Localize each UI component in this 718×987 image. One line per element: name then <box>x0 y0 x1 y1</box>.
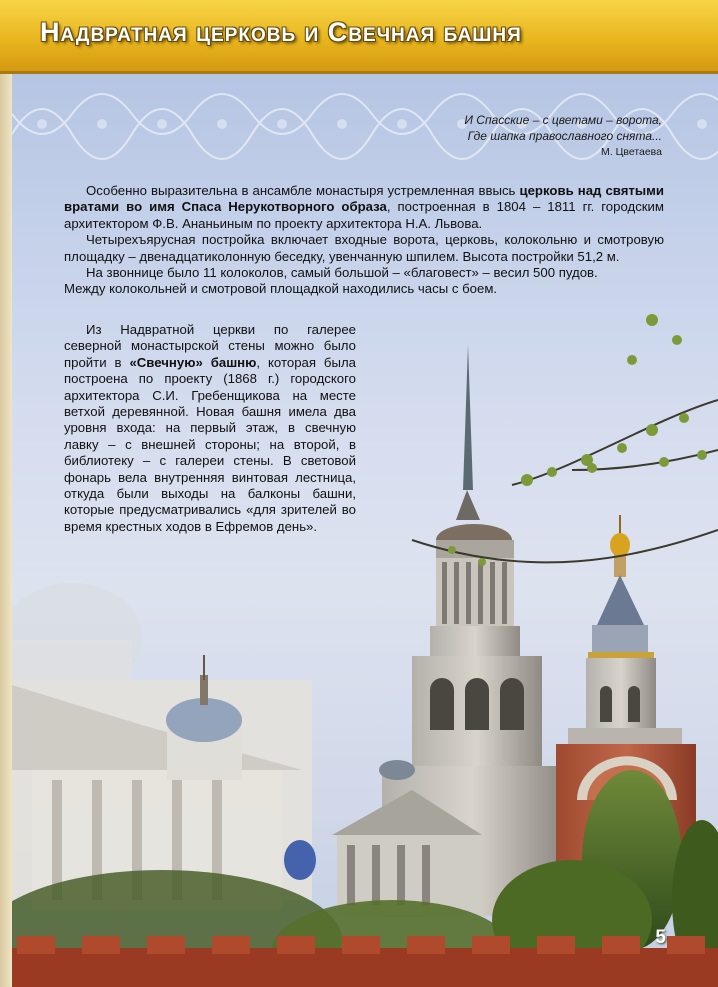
page-number: 5 <box>655 927 666 948</box>
brick-fence <box>12 936 718 987</box>
paragraph-5-text: Из Надвратной церкви по галерее северной монастырской стены можно было пройти в <box>64 322 356 370</box>
paragraph-5-tail: , которая была построена по проекту (1868 г.) городского архитектора С.И. Гребенщикова на месте ветхой деревянной. Новая башня имела два уровня входа: на первый этаж, в свечную лавку – с внешней стороны; на второй, в библиотеку – с галереи стены. В световой фонарь вела внутренняя винтовая лестница, откуда были выходы на балконы башни, которые предусматривались «для зрителей во время крестных ходов в Ефремов день». <box>64 354 356 534</box>
epigraph <box>362 112 662 160</box>
paragraph-1 <box>64 183 664 232</box>
paragraph-1-tail: , построенная в 1804 – 1811 гг. городским архитектором Ф.В. Ананьиным по проекту архитектора Н.А. Львова. <box>64 199 664 231</box>
paragraph-5 <box>64 322 356 535</box>
paragraph-5-bold: «Свечную» башню <box>129 354 257 370</box>
paragraph-4: Между колокольней и смотровой площадкой находились часы с боем. <box>64 281 498 297</box>
epigraph-author: М. Цветаева <box>601 146 662 158</box>
page-title: Надвратная церковь и Свечная башня <box>40 17 522 47</box>
page-left-edge <box>0 0 12 987</box>
header-band <box>0 0 718 74</box>
paragraph-1-bold: церковь над святыми вратами во имя Спаса Нерукотворного образа <box>64 183 664 215</box>
candle-tower-text <box>64 322 356 535</box>
article-text <box>64 183 664 298</box>
paragraph-2: Четырехъярусная постройка включает входные ворота, церковь, колокольню и смотровую площадку – двенадцатиколонную беседку, увенчанную шпилем. Высота постройки 51,2 м. <box>64 232 664 264</box>
paragraph-3: На звоннице было 11 колоколов, самый большой – «благовест» – весил 500 пудов. <box>86 265 598 281</box>
epigraph-line-1: И Спасские – с цветами – ворота, <box>464 113 662 127</box>
paragraph-1-text: Особенно выразительна в ансамбле монастыря устремленная ввысь <box>86 183 520 198</box>
epigraph-line-2: Где шапка православного снята... <box>467 129 662 143</box>
